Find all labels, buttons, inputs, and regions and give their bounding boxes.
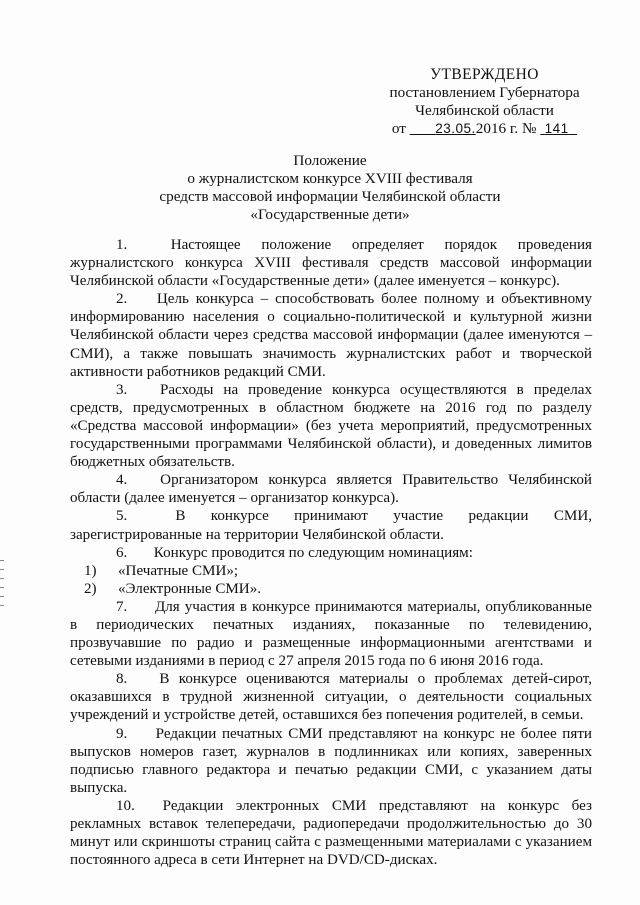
approval-block xyxy=(372,66,597,138)
paragraph-7: 7. Для участия в конкурсе принимаются материалы, опубликованные в периодических печатных изданиях, показанные по телевидению, прозвучавшие по радио и размещенные информационными агентствами и сетевыми изданиями в период с 27 апреля 2015 года по 6 июня 2016 года. xyxy=(70,598,592,670)
paragraph-4: 4. Организатором конкурса является Правительство Челябинской области (далее именуется – организатор конкурса). xyxy=(70,472,592,507)
paragraph-8: 8. В конкурсе оцениваются материалы о проблемах детей-сирот, оказавшихся в трудной жизненной ситуации, о деятельности социальных учреждений и устройстве детей, оставшихся без попечения родителей, в семьи. xyxy=(70,671,592,724)
approval-line-1: постановлением Губернатора xyxy=(389,84,580,101)
nomination-1: 1) «Печатные СМИ»; xyxy=(84,562,239,579)
title-line-3: средств массовой информации Челябинской области xyxy=(159,188,501,205)
approval-date-line xyxy=(372,120,597,138)
paragraph-10: 10. Редакции электронных СМИ представляют на конкурс без рекламных вставок телепередачи, радиопередачи продолжительностью до 30 минут или скриншоты страниц сайта с размещенными материалами с указанием постоянного адреса в сети Интернет на DVD/CD-дисках. xyxy=(70,797,592,869)
approval-line-2: Челябинской области xyxy=(415,102,554,119)
approval-number: 141 xyxy=(544,121,569,136)
title-line-1: Положение xyxy=(293,152,367,169)
paragraph-1: 1. Настоящее положение определяет порядок проведения журналистского конкурса XVIII фестиваля средств массовой информации Челябинской области «Государственные дети» (далее именуется – конкурс). xyxy=(70,237,592,290)
paragraph-9: 9. Редакции печатных СМИ представляют на конкурс не более пяти выпусков номеров газет, журналов в подлинниках или копиях, заверенных подписью главного редактора и печатью редакции СМИ, с указанием даты выпуска. xyxy=(70,725,593,796)
approval-date: 23.05. xyxy=(435,121,476,136)
nomination-2: 2) «Электронные СМИ». xyxy=(84,580,262,597)
paragraph-5: 5. В конкурсе принимают участие редакции СМИ, зарегистрированные на территории Челябинской области. xyxy=(70,508,592,543)
document-body xyxy=(70,236,592,869)
title-line-4: «Государственные дети» xyxy=(250,206,410,223)
document-title xyxy=(90,152,570,224)
approval-stamp: УТВЕРЖДЕНО xyxy=(430,66,539,83)
paragraph-3: 3. Расходы на проведение конкурса осуществляются в пределах средств, предусмотренных в областном бюджете на 2016 год по разделу «Средства массовой информации» (без учета мероприятий, предусмотренных государственными программами Челябинской области), и доведенных лимитов бюджетных обязательств. xyxy=(70,381,592,471)
approval-year: 2016 г. № xyxy=(475,120,537,137)
paragraph-6: 6. Конкурс проводится по следующим номинациям: xyxy=(116,544,473,561)
paragraph-2: 2. Цель конкурса – способствовать более полному и объективному информированию населения о социально-политической и культурной жизни Челябинской области через средства массовой информации (далее именуются – СМИ), а также повышать значимость журналистских работ и творческой активности работников редакций СМИ. xyxy=(70,291,592,380)
date-prefix: от xyxy=(391,120,406,137)
binding-marks xyxy=(0,560,6,680)
title-line-2: о журналистском конкурсе XVIII фестиваля xyxy=(187,170,473,187)
